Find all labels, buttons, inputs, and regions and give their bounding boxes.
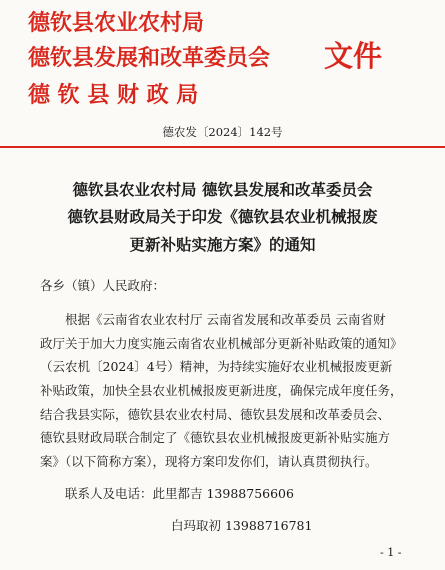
title-line-3: 更新补贴实施方案》的通知 xyxy=(129,235,316,254)
body-line: 根据《云南省农业农村厅 云南省发展和改革委员 云南省财 xyxy=(65,312,386,327)
issuer-development-reform-commission: 德钦县发展和改革委员会 xyxy=(28,45,271,71)
title-line-2: 德钦县财政局关于印发《德钦县农业机械报废 xyxy=(67,207,378,226)
red-divider xyxy=(0,146,445,148)
body-line: （云农机〔2024〕4号）精神，为持续实施好农业机械报废更新 xyxy=(40,359,393,374)
body-line: 政厅关于加大力度实施云南省农业机械部分更新补贴政策的通知》 xyxy=(40,336,403,351)
body-line: 德钦县财政局联合制定了《德钦县农业机械报废更新补贴实施方 xyxy=(40,430,391,445)
title-line-1: 德钦县农业农村局 德钦县发展和改革委员会 xyxy=(72,180,373,199)
body-line: 补贴政策，加快全县农业机械报废更新进度，确保完成年度任务， xyxy=(40,383,403,398)
body-line: 结合我县实际，德钦县农业农村局、德钦县发展和改革委员会、 xyxy=(40,407,391,422)
document-suffix: 文件 xyxy=(324,39,383,73)
page-number: - 1 - xyxy=(380,546,402,559)
body-line: 案》（以下简称方案），现将方案印发你们，请认真贯彻执行。 xyxy=(40,454,378,469)
issuer-finance-bureau: 德 钦 县 财 政 局 xyxy=(28,82,199,108)
document-number: 德农发〔2024〕142号 xyxy=(162,125,283,139)
contact-line-1: 联系人及电话：此里都吉 13988756606 xyxy=(65,486,294,501)
contact-line-2: 白玛取初 13988716781 xyxy=(171,518,313,533)
addressee: 各乡（镇）人民政府： xyxy=(40,278,166,293)
issuer-agriculture-bureau: 德钦县农业农村局 xyxy=(28,10,205,36)
